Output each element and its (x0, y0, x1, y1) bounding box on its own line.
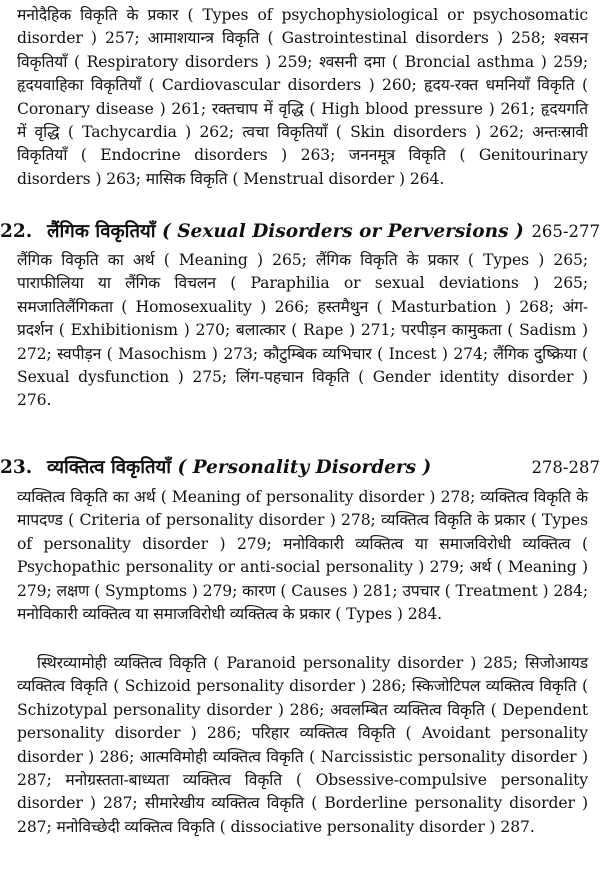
section-22-entries: लैंगिक विकृति का अर्थ ( Meaning ) 265; लैंगिक विकृति के प्रकार ( Types ) 265; पाराफीलिया या लैंगिक विचलन ( Paraphilia or sexual deviations ) 265; समजातिलैंगिकता ( Homosexuality ) 266; हस्तमैथुन ( Masturbation ) 268; अंग-प्रदर्शन ( Exhibitionism ) 270; बलात्कार ( Rape ) 271; परपीड़न कामुकता ( Sadism ) 272; स्वपीड़न ( Masochism ) 273; कौटुम्बिक व्यभिचार ( Incest ) 274; लैंगिक दुष्क्रिया ( Sexual dysfunction ) 275; लिंग-पहचान विकृति ( Gender identity disorder ) 276. (17, 251, 588, 410)
section-23-title (47, 454, 431, 482)
section-23-entries-general: व्यक्तित्व विकृति का अर्थ ( Meaning of personality disorder ) 278; व्यक्तित्व विकृति के मापदण्ड ( Criteria of personality disorder ) 278; व्यक्तित्व विकृति के प्रकार ( Types of personality disorder ) 279; मनोविकारी व्यक्तित्व या समाजविरोधी व्यक्तित्व ( Psychopathic personality or anti-social personality ) 279; अर्थ ( Meaning ) 279; लक्षण ( Symptoms ) 279; कारण ( Causes ) 281; उपचार ( Treatment ) 284; मनोविकारी व्यक्तित्व या समाजविरोधी व्यक्तित्व के प्रकार ( Types ) 284. (17, 488, 588, 624)
section-22-title (47, 218, 524, 246)
section-23-page-range: 278-287 (531, 458, 600, 477)
section-22-page-range: 265-277 (531, 222, 600, 241)
section-21-entries: मनोदैहिक विकृति के प्रकार ( Types of psychophysiological or psychosomatic disorder ) 257; आमाशयान्त्र विकृति ( Gastrointestinal disorders ) 258; श्वसन विकृतियाँ ( Respiratory disorders ) 259; श्वसनी दमा ( Broncial asthma ) 259; हृदयवाहिका विकृतियाँ ( Cardiovascular disorders ) 260; हृदय-रक्त धमनियाँ विकृति ( Coronary disease ) 261; रक्तचाप में वृद्धि ( High blood pressure ) 261; हृदयगति में वृद्धि ( Tachycardia ) 262; त्वचा विकृतियाँ ( Skin disorders ) 262; अन्तःस्रावी विकृतियाँ ( Endocrine disorders ) 263; जननमूत्र विकृति ( Genitourinary disorders ) 263; मासिक विकृति ( Menstrual disorder ) 264. (17, 6, 588, 188)
section-23-title-english: ( Personality Disorders ) (177, 457, 432, 478)
section-22-number: 22. (0, 221, 33, 242)
section-22-heading (0, 218, 600, 246)
section-22-title-english: ( Sexual Disorders or Perversions ) (162, 221, 524, 242)
section-23-entries-types: स्थिरव्यामोही व्यक्तित्व विकृति ( Paranoid personality disorder ) 285; सिजोआयड व्यक्तित्व विकृति ( Schizoid personality disorder ) 286; स्किजोटिपल व्यक्तित्व विकृति ( Schizotypal personality disorder ) 286; अवलम्बित व्यक्तित्व विकृति ( Dependent personality disorder ) 286; परिहार व्यक्तित्व विकृति ( Avoidant personality disorder ) 286; आत्मविमोही व्यक्तित्व विकृति ( Narcissistic personality disorder ) 287; मनोग्रस्तता-बाध्यता व्यक्तित्व विकृति ( Obsessive-compulsive personality disorder ) 287; सीमारेखीय व्यक्तित्व विकृति ( Borderline personality disorder ) 287; मनोविच्छेदी व्यक्तित्व विकृति ( dissociative personality disorder ) 287. (17, 654, 588, 836)
section-23-title-hindi: व्यक्तित्व विकृतियाँ (47, 457, 172, 478)
section-22-title-hindi: लैंगिक विकृतियाँ (47, 221, 156, 242)
section-23-heading (0, 454, 600, 482)
section-23-number: 23. (0, 457, 33, 478)
